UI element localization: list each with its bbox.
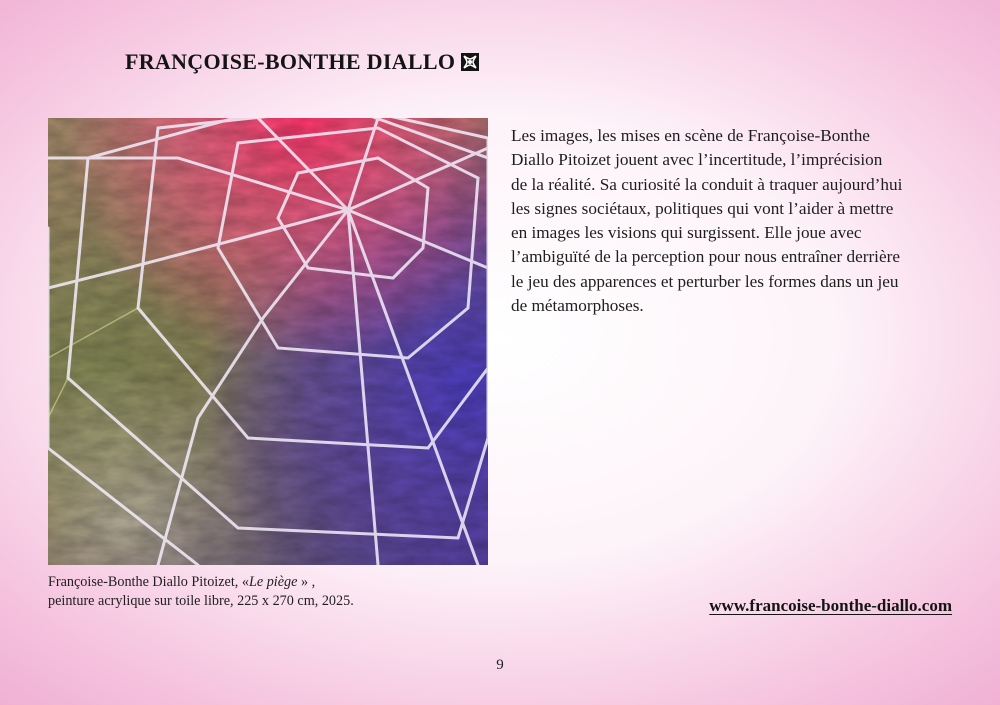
- website-link[interactable]: www.francoise-bonthe-diallo.com: [709, 596, 952, 615]
- description-line: Les images, les mises en scène de Françoise-Bonthe: [511, 126, 870, 145]
- page-number: 9: [496, 657, 504, 673]
- knot-ornament-icon: [460, 52, 480, 72]
- caption-after-title: » ,: [300, 574, 316, 590]
- caption-artist: Françoise-Bonthe Diallo Pitoizet, «: [48, 574, 249, 590]
- caption-work-title: Le piège: [248, 574, 298, 590]
- artwork-image: [48, 118, 488, 565]
- artwork-caption: [48, 573, 468, 611]
- description-line: les signes sociétaux, politiques qui vont l’aider à mettre: [511, 198, 894, 218]
- description-line: en images les visions qui surgissent. Elle joue avec: [511, 223, 862, 243]
- page-title: [125, 49, 480, 75]
- artist-description: [511, 124, 961, 318]
- description-line: de la réalité. Sa curiosité la conduit à traquer aujourd’hui: [511, 174, 903, 194]
- title-text: FRANÇOISE-BONTHE DIALLO: [125, 49, 456, 74]
- description-line: Diallo Pitoizet jouent avec l’incertitude, l’imprécision: [511, 150, 883, 170]
- description-line: le jeu des apparences et perturber les formes dans un jeu: [511, 271, 899, 291]
- description-line: de métamorphoses.: [511, 296, 644, 316]
- caption-details: peinture acrylique sur toile libre, 225 x 270 cm, 2025.: [48, 593, 354, 609]
- description-line: l’ambiguïté de la perception pour nous entraîner derrière: [511, 247, 900, 267]
